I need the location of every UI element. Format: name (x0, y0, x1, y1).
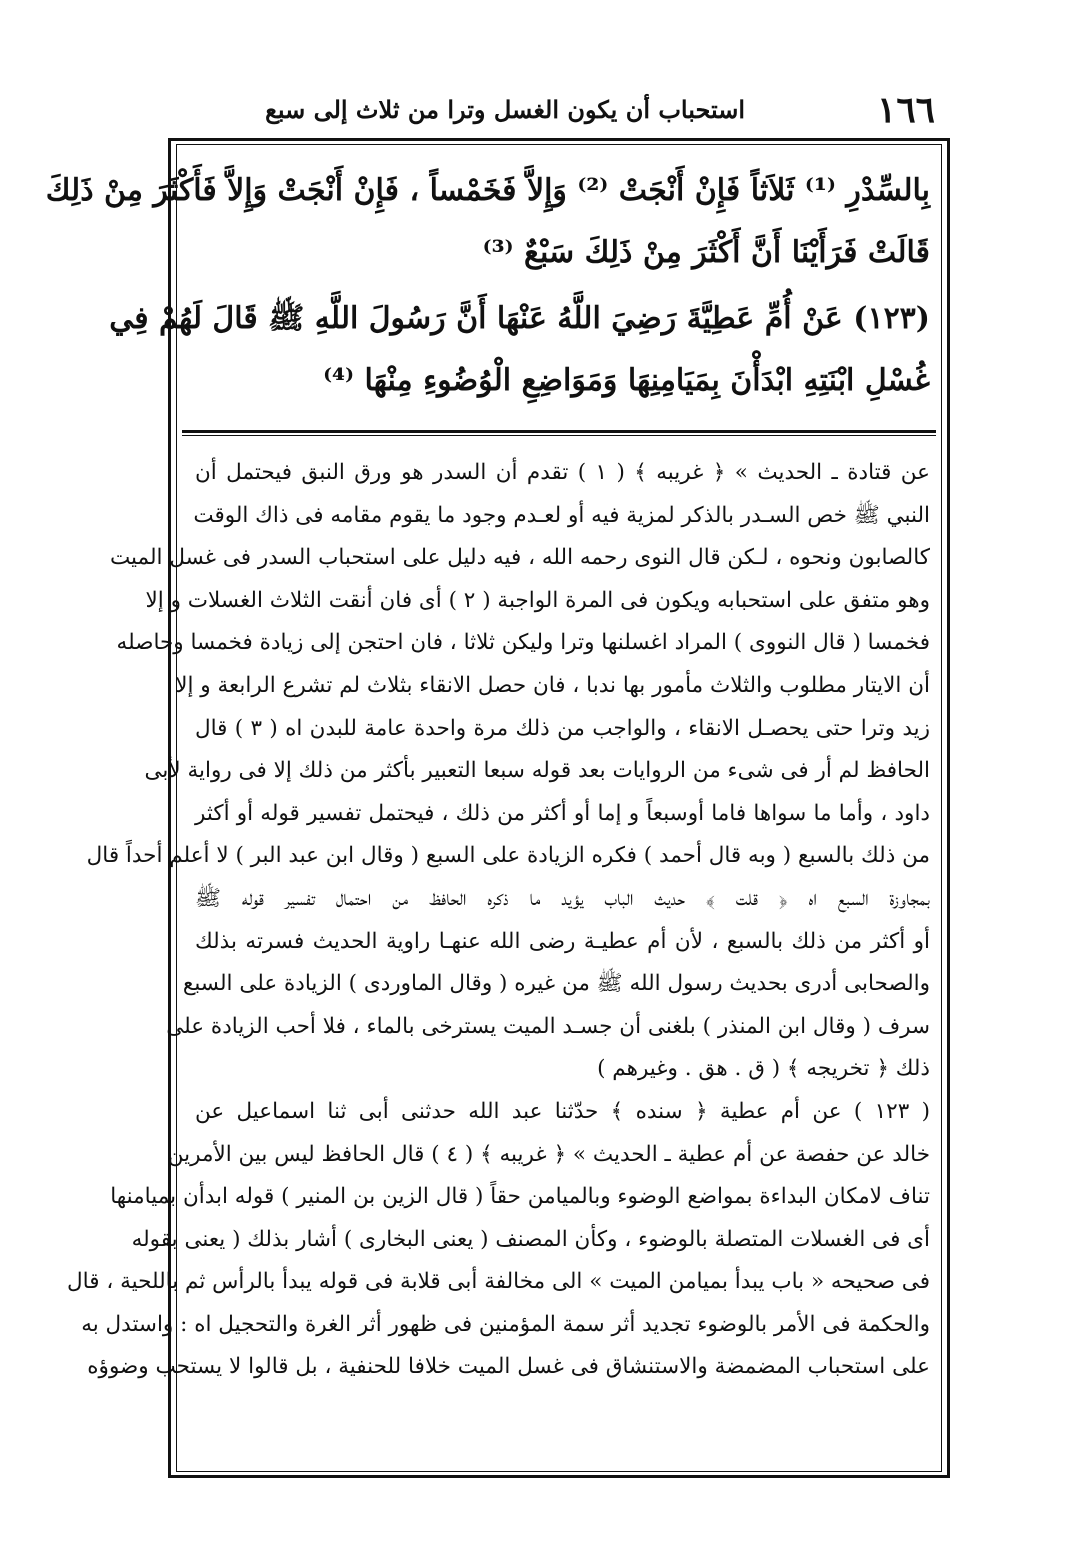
commentary-line: من ذلك بالسبع ( وبه قال أحمد ) فكره الزيادة على السبع ( وقال ابن عبد البر ) لا أعلم أحداً قال (86, 843, 930, 869)
commentary-line: أى فى الغسلات المتصلة بالوضوء ، وكأن المصنف ( يعنى البخارى ) أشار بذلك ( يعنى بقوله (131, 1226, 930, 1252)
commentary-line: داود ، وأما ما سواها فاما أوسبعاً و إما أو أكثر من ذلك ، فيحتمل تفسير قوله أو أكثر (195, 800, 930, 826)
commentary-line: والصحابى أدرى بحديث رسول الله ﷺ من غيره ( وقال الماوردى ) الزيادة على السبع (182, 971, 930, 997)
commentary-line: خالد عن حفصة عن أم عطية ـ الحديث » ﴿ غريبه ﴾ ( ٤ ) قال الحافظ ليس بين الأمرين (167, 1141, 930, 1167)
commentary-line: كالصابون ونحوه ، لـكن قال النوى رحمه الله ، فيه دليل على استحباب السدر فى غسل الميت (109, 545, 930, 571)
commentary-line: سرف ( وقال ابن المنذر ) بلغنى أن جسـد الميت يسترخى بالماء ، فلا أحب الزيادة على (166, 1013, 930, 1039)
commentary-line: زيد وترا حتى يحصـل الانقاء ، والواجب من ذلك مرة واحدة عامة للبدن اه ( ٣ ) قال (195, 715, 930, 741)
commentary-line: وهو متفق على استحبابه ويكون فى المرة الواجبة ( ٢ ) أى فان أنقت الثلاث الغسلات و إلا (145, 587, 930, 613)
commentary-line: ذلك ﴿ تخريجه ﴾ ( ق . هق . وغيرهم ) (597, 1056, 930, 1082)
commentary-line: فخمسا ( قال النووى ) المراد اغسلنها وترا وليكن ثلاثا ، فان احتجن إلى زيادة فخمسا وحاصله (116, 630, 930, 656)
commentary-line: الحافظ لم أر فى شىء من الروايات بعد قوله سبعا التعبير بأكثر من ذلك إلا فى رواية لأبى (144, 758, 930, 784)
hadith-line: بِالسِّدْرِ ⁽¹⁾ ثَلاَثاً فَإِنْ أَنْجَتْ ⁽²⁾ وَإِلاَّ فَخَمْساً ، فَإِنْ أَنْجَتْ وَإِلاَّ فَأَكْثَرَ مِنْ ذَلِكَ (45, 173, 930, 208)
hadith-line: قَالَتْ فَرَأَيْنَا أَنَّ أَكْثَرَ مِنْ ذَلِكَ سَبْعٌ ⁽³⁾ (482, 235, 930, 270)
commentary-line: ( ١٢٣ ) عن أم عطية ﴿ سنده ﴾ حدّثنا عبد الله حدثنى أبى ثنا اسماعيل عن (195, 1098, 930, 1124)
commentary-line: عن قتادة ـ الحديث » ﴿ غريبه ﴾ ( ١ ) تقدم أن السدر هو ورق النبق فيحتمل أن (195, 460, 930, 485)
commentary-text (67, 452, 930, 1389)
commentary-line: تناف لامكان البداءة بمواضع الوضوء وبالميامن حقاً ( قال الزين بن المنير ) قوله ابدأن بميامنها (110, 1184, 930, 1210)
commentary-line: على استحباب المضمضة والاستنشاق فى غسل الميت خلافا للحنفية ، بل قالوا لا يستحب وضوؤه (87, 1354, 930, 1380)
hadith-line: (١٢٣) عَنْ أُمِّ عَطِيَّةَ رَضِيَ اللَّهُ عَنْهَا أَنَّ رَسُولَ اللَّهِ ﷺ قَالَ لَهُمْ فِي (109, 301, 930, 336)
hadith-line: غُسْلِ ابْنَتِهِ ابْدَأْنَ بِمَيَامِنِهَا وَمَوَاضِعِ الْوُضُوءِ مِنْهَا ⁽⁴⁾ (323, 363, 930, 398)
running-title: استحباب أن يكون الغسل وترا من ثلاث إلى سبع (265, 95, 745, 124)
commentary-line: بمجاوزة السبع اه ﴿ قلت ﴾ حديث الباب يؤيد ما ذكره الحافظ من احتمال تفسير قوله ﷺ (195, 885, 930, 911)
commentary-line: فى صحيحه « باب يبدأ بميامن الميت » الى مخالفة أبى قلابة فى قوله يبدأ بالرأس ثم باللحية ، قال (67, 1269, 930, 1295)
hadith-text (45, 160, 930, 412)
running-head (175, 88, 935, 132)
section-divider (182, 430, 936, 436)
commentary-line: والحكمة فى الأمر بالوضوء تجديد أثر سمة المؤمنين فى ظهور أثر الغرة والتحجيل اه : واستدل به (81, 1311, 930, 1337)
commentary-line: أو أكثر من ذلك بالسبع ، لأن أم عطيـة رضى الله عنهـا راوية الحديث فسرته بذلك (195, 928, 930, 954)
commentary-line: أن الايتار مطلوب والثلاث مأمور بها ندبا ، فان حصل الانقاء بثلاث لم تشرع الرابعة و إلا (175, 672, 930, 698)
page-number: ١٦٦ (876, 89, 935, 131)
commentary-line: النبي ﷺ خص السـدر بالذكر لمزية فيه أو لعـدم وجود ما يقوم مقامه فى ذاك الوقت (193, 502, 930, 528)
